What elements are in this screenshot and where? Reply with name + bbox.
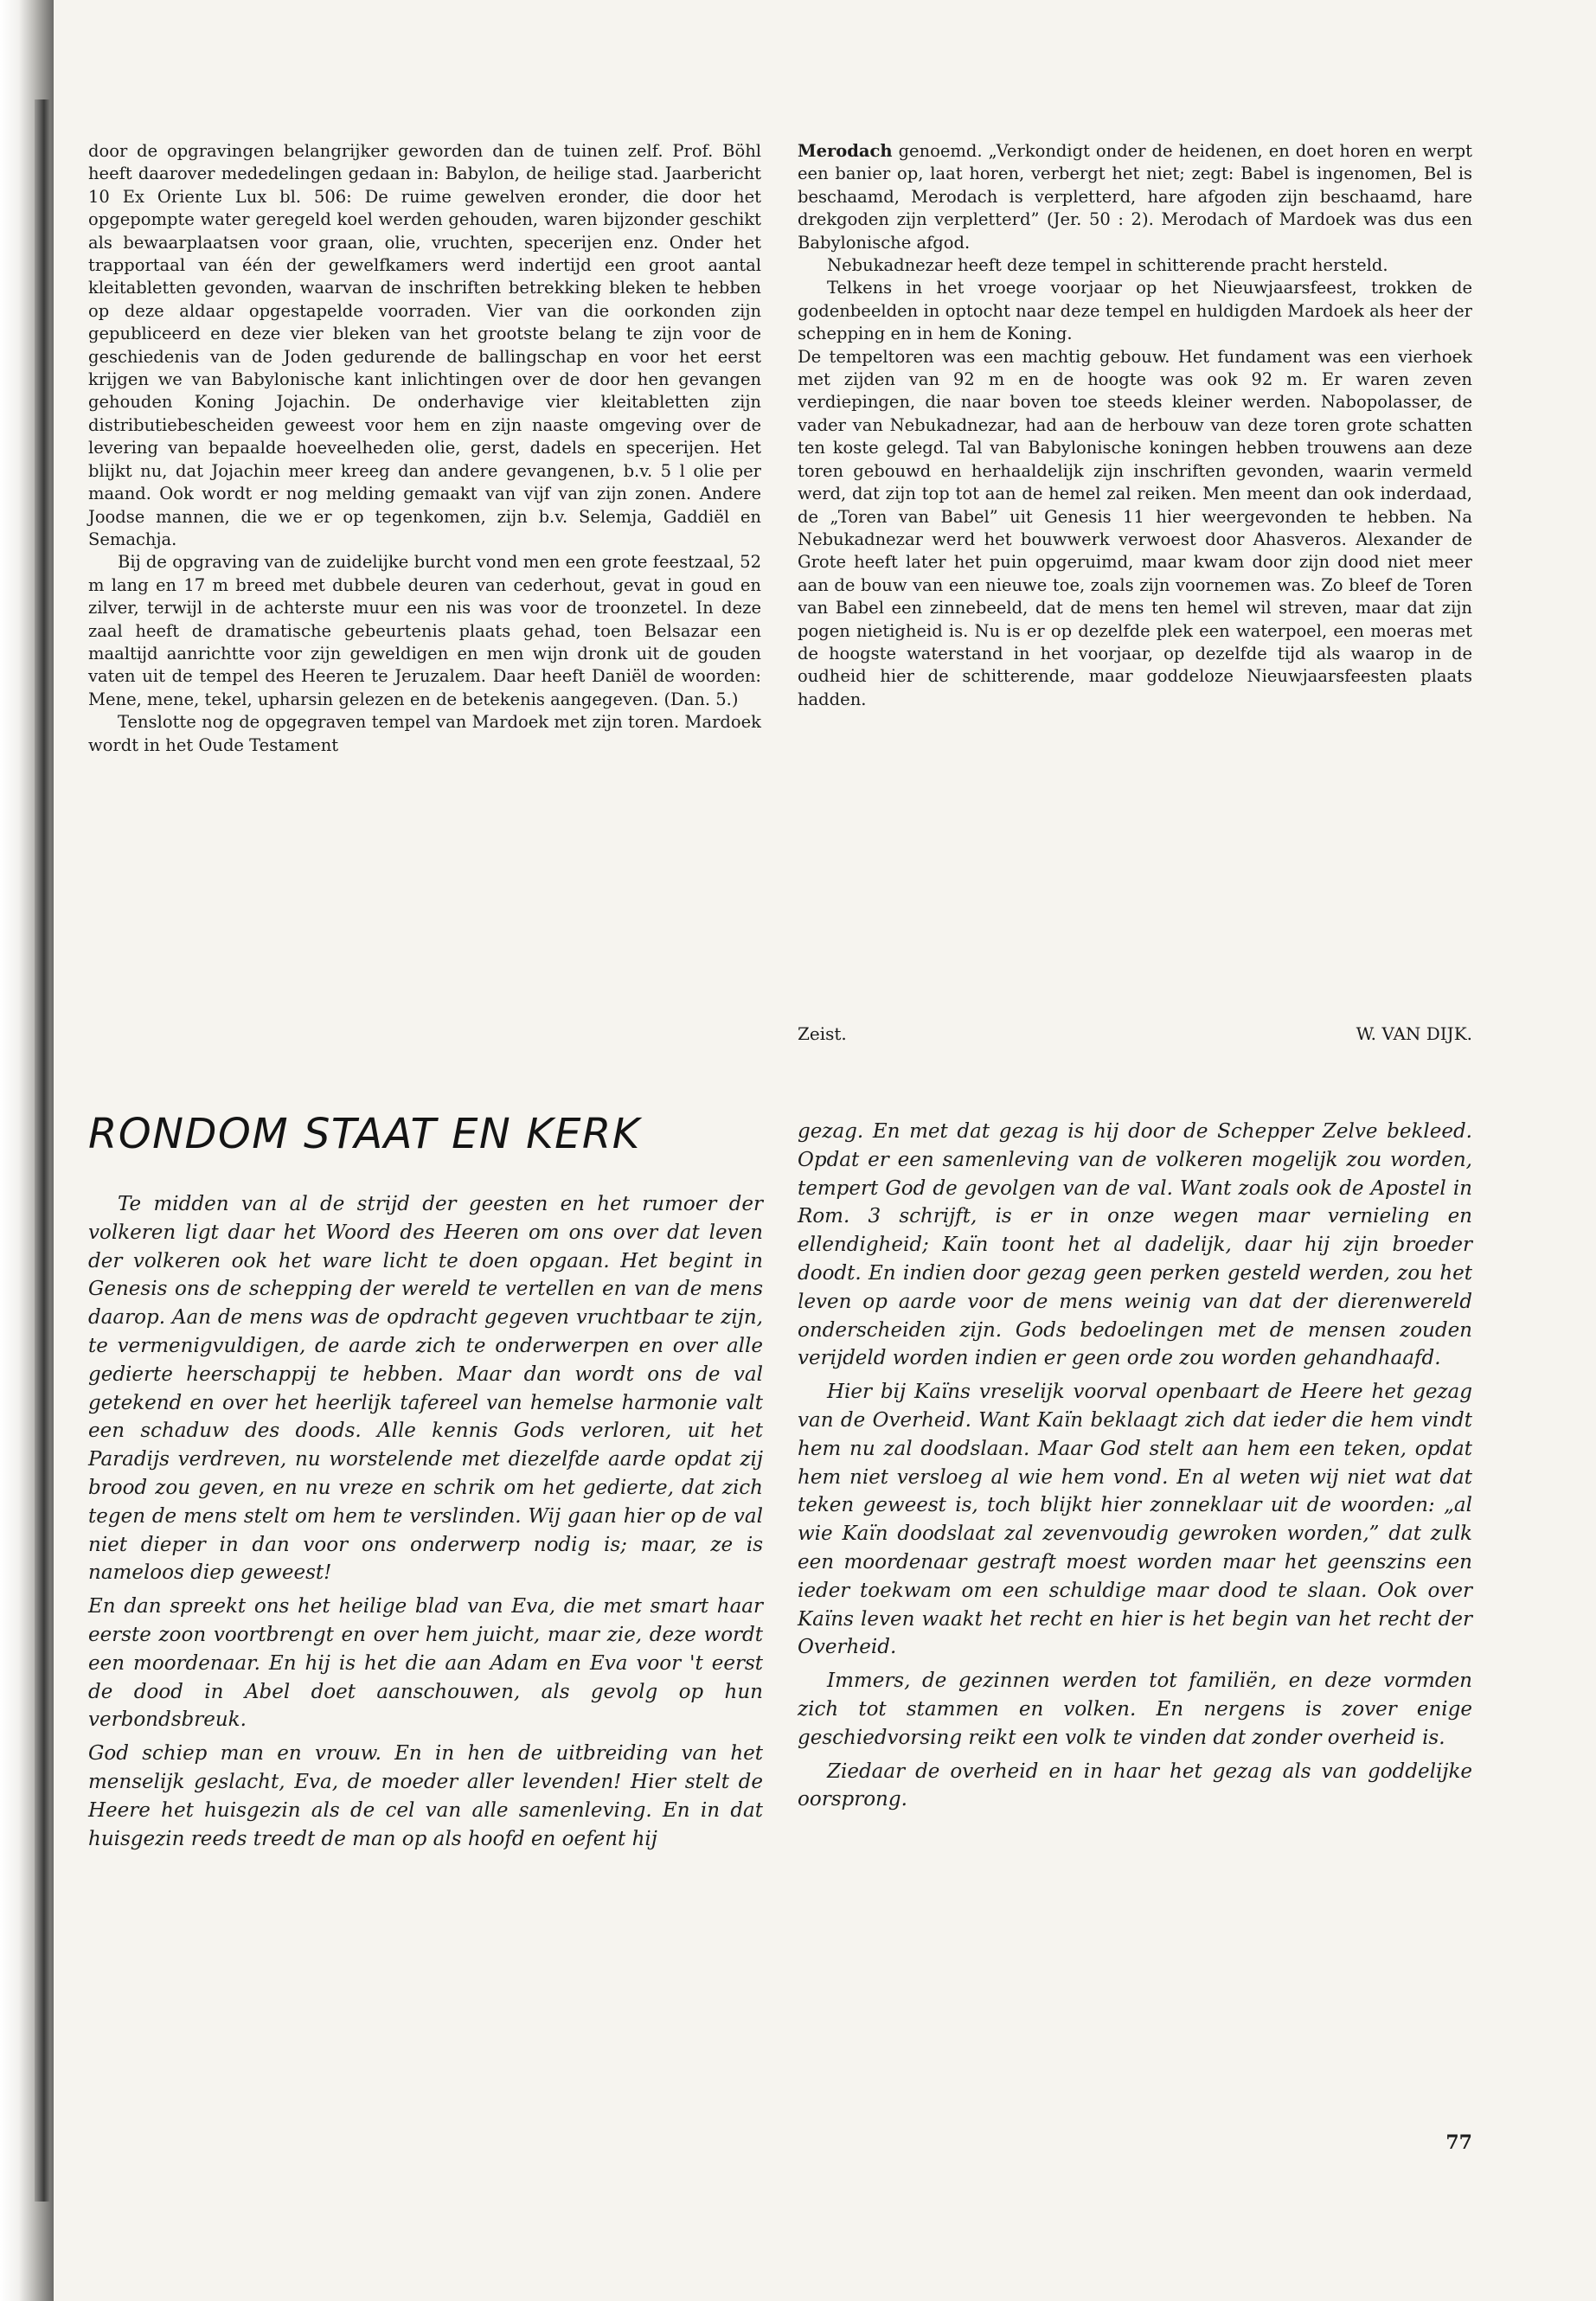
paragraph: Ziedaar de overheid en in haar het gezag als van goddelijke oorsprong. xyxy=(798,1759,1472,1811)
article-signature xyxy=(798,1023,1472,1044)
article-top-left-column xyxy=(88,140,761,757)
paragraph: Nebukadnezar heeft deze tempel in schitterende pracht hersteld. xyxy=(827,255,1388,276)
paragraph: Hier bij Kaïns vreselijk voorval openbaart de Heere het gezag van de Overheid. Want Kaïn beklaagt zich dat ieder die hem vindt hem nu zal doodslaan. Maar God stelt aan hem een teken, opdat hem niet versloeg al wie hem vond. En al weten wij niet wat dat teken geweest is, toch blijkt hier zonneklaar uit de woorden: „al wie Kaïn doodslaat zal zevenvoudig gewroken worden,” dat zulk een moordenaar gestraft moest worden maar het geenszins een ieder toekwam om een schuldige maar dood te slaan. Ook over Kaïns leven waakt het recht en hier is het begin van het recht der Overheid. xyxy=(798,1381,1472,1659)
page-number: 77 xyxy=(1445,2131,1472,2154)
paragraph: gezag. En met dat gezag is hij door de Schepper Zelve bekleed. Opdat er een samenleving van de volkeren mogelijk zou worden, tempert God de gevolgen van de val. Want zoals ook de Apostel in Rom. 3 schrijft, is er in onze wegen maar vernieling en ellendigheid; Kaïn toont het al dadelijk, daar hij zijn broeder doodt. En indien door gezag geen perken gesteld werden, zou het leven op aarde voor de mens weinig van dat der dierenwereld onderscheiden zijn. Gods bedoelingen met de mensen zouden verijdeld worden indien er geen orde zou worden gehandhaafd. xyxy=(798,1120,1472,1370)
signature-place: Zeist. xyxy=(798,1023,847,1044)
paragraph: De tempeltoren was een machtig gebouw. Het fundament was een vierhoek met zijden van 92 m en de hoogte was ook 92 m. Er waren zeven verdiepingen, die naar boven toe steeds kleiner werden. Nabopolasser, de vader van Nebukadnezar, had aan de herbouw van deze toren grote schatten ten koste gelegd. Tal van Babylonische koningen hebben trouwens aan deze toren gebouwd en herhaaldelijk zijn inschriften gevonden, waarin vermeld werd, dat zijn top tot aan de hemel zal reiken. Men meent dan ook inderdaad, de „Toren van Babel” uit Genesis 11 hier weergevonden te hebben. Na Nebukadnezar werd het bouwwerk verwoest door Ahasveros. Alexander de Grote heeft later het puin opgeruimd, maar kwam door zijn dood niet meer aan de bouw van een nieuwe toe, zoals zijn voornemen was. Zo bleef de Toren van Babel een zinnebeeld, dat de mens ten hemel wil streven, maar dat zijn pogen nietigheid is. Nu is er op dezelfde plek een waterpoel, een moeras met de hoogste waterstand in het voorjaar, op dezelfde tijd als waarop in de oudheid hier de schitterende, maar goddeloze Nieuwjaarsfeesten plaats hadden. xyxy=(798,346,1472,709)
paragraph: En dan spreekt ons het heilige blad van Eva, die met smart haar eerste zoon voortbrengt en over hem juicht, maar zie, deze wordt een moordenaar. En hij is het die aan Adam en Eva voor 't eerst de dood in Abel doet aanschouwen, als gevolg op hun verbondsbreuk. xyxy=(88,1595,763,1732)
paragraph: Bij de opgraving van de zuidelijke burcht vond men een grote feestzaal, 52 m lang en 17 m breed met dubbele deuren van cederhout, gevat in goud en zilver, terwijl in de achterste muur een nis was voor de troonzetel. In deze zaal heeft de dramatische gebeurtenis plaats gehad, toen Belsazar een maaltijd aanrichtte voor zijn geweldigen en men wijn dronk uit de gouden vaten uit de tempel des Heeren te Jeruzalem. Daar heeft Daniël de woorden: Mene, mene, tekel, upharsin gelezen en de betekenis aangegeven. (Dan. 5.) xyxy=(88,552,761,709)
paragraph: Telkens in het vroege voorjaar op het Nieuwjaarsfeest, trokken de godenbeelden in optocht naar deze tempel en huldigden Mardoek als heer der schepping en in hem de Koning. xyxy=(798,278,1472,344)
signature-name: W. VAN DIJK. xyxy=(1356,1023,1472,1044)
paragraph-text: genoemd. „Verkondigt onder de heidenen, en doet horen en werpt een banier op, laat horen, verbergt het niet; zegt: Babel is ingenomen, Bel is beschaamd, Merodach is verpletterd, hare afgoden zijn beschaamd, hare drekgoden zijn verpletterd” (Jer. 50 : 2). Merodach of Mardoek was dus een Babylonische afgod. xyxy=(798,141,1472,253)
bold-lead-word: Merodach xyxy=(798,141,893,161)
paragraph xyxy=(798,140,1472,254)
article-bottom-left-column xyxy=(88,1190,763,1858)
binding-edge xyxy=(35,99,50,2202)
paragraph: Tenslotte nog de opgegraven tempel van Mardoek met zijn toren. Mardoek wordt in het Oude Testament xyxy=(88,712,761,755)
paragraph: Te midden van al de strijd der geesten en het rumoer der volkeren ligt daar het Woord des Heeren om ons over dat leven der volkeren ook het ware licht te doen opgaan. Het begint in Genesis ons de schepping der wereld te vertellen en van de mens daarop. Aan de mens was de opdracht gegeven vruchtbaar te zijn, te vermenigvuldigen, de aarde zich te onderwerpen en over alle gedierte heerschappij te hebben. Maar dan wordt ons de val getekend en over het heerlijk tafereel van hemelse harmonie valt een schaduw des doods. Alle kennis Gods verloren, uit het Paradijs verdreven, nu worstelende met diezelfde aarde opdat zij brood zou geven, en nu vreze en schrik om het gedierte, dat zich tegen de mens stelt om hem te verslinden. Wij gaan hier op de val niet dieper in dan voor ons onderwerp nodig is; maar, ze is nameloos diep geweest! xyxy=(88,1193,763,1585)
article-bottom-right-column xyxy=(798,1118,1472,1819)
article-top-right-column xyxy=(798,140,1472,711)
paragraph: God schiep man en vrouw. En in hen de uitbreiding van het menselijk geslacht, Eva, de moeder aller levenden! Hier stelt de Heere het huisgezin als de cel van alle samenleving. En in dat huisgezin reeds treedt de man op als hoofd en oefent hij xyxy=(88,1742,763,1850)
paragraph: Immers, de gezinnen werden tot familiën, en deze vormden zich tot stammen en volken. En nergens is zover enige geschiedvorsing reikt een volk te vinden dat zonder overheid is. xyxy=(798,1670,1472,1749)
paragraph: door de opgravingen belangrijker geworden dan de tuinen zelf. Prof. Böhl heeft daarover mededelingen gedaan in: Babylon, de heilige stad. Jaarbericht 10 Ex Oriente Lux bl. 506: De ruime gewelven eronder, die door het opgepompte water geregeld koel werden gehouden, waren bijzonder geschikt als bewaarplaatsen voor graan, olie, vruchten, specerijen enz. Onder het trapportaal van één der gewelfkamers werd indertijd een groot aantal kleitabletten gevonden, waarvan de inschriften betrekking bleken te hebben op deze aldaar opgestapelde voorraden. Vier van die oorkonden zijn gepubliceerd en deze vier bleken van het grootste belang te zijn voor de geschiedenis van de Joden gedurende de ballingschap en voor het eerst krijgen we van Babylonische kant inlichtingen over de door hen gevangen gehouden Koning Jojachin. De onderhavige vier kleitabletten zijn distributiebescheiden geweest voor hem en zijn naaste omgeving over de levering van bepaalde hoeveelheden olie, gerst, dadels en specerijen. Het blijkt nu, dat Jojachin meer kreeg dan andere gevangenen, b.v. 5 l olie per maand. Ook wordt er nog melding gemaakt van vijf van zijn zonen. Andere Joodse mannen, die we er op tegenkomen, zijn b.v. Selemja, Gaddiël en Semachja. xyxy=(88,141,761,549)
section-heading: RONDOM STAAT EN KERK xyxy=(88,1110,641,1158)
